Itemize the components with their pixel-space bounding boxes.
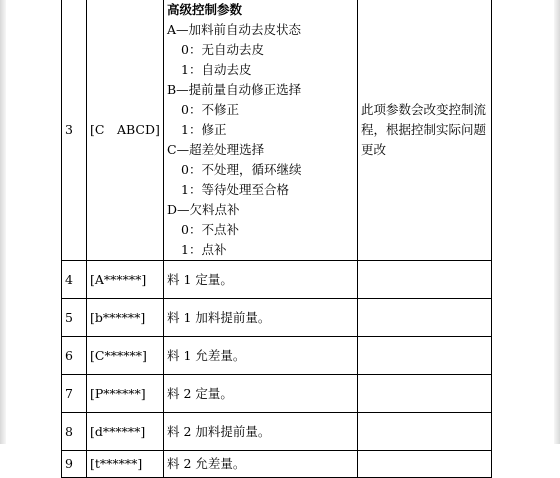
parameter-code: [P******] — [87, 375, 164, 413]
option-b-value-1: 1：修正 — [181, 122, 227, 137]
option-c-value-1: 1：等待处理至合格 — [181, 182, 289, 197]
parameter-description: 料 2 定量。 — [164, 375, 358, 413]
page-edge-right — [554, 0, 560, 444]
table-row — [62, 299, 492, 337]
parameter-note — [358, 375, 492, 413]
parameter-code: [A******] — [87, 261, 164, 299]
row-number: 5 — [62, 299, 87, 337]
parameter-description — [164, 0, 358, 261]
parameter-description: 料 2 加料提前量。 — [164, 413, 358, 451]
parameter-description: 料 1 允差量。 — [164, 337, 358, 375]
option-a-heading: A—加料前自动去皮状态 — [167, 22, 302, 37]
parameter-code: [b******] — [87, 299, 164, 337]
option-d-value-1: 1：点补 — [181, 242, 227, 257]
parameter-code: [d******] — [87, 413, 164, 451]
parameter-note — [358, 413, 492, 451]
option-b-heading: B—提前量自动修正选择 — [167, 82, 302, 97]
row-number: 6 — [62, 337, 87, 375]
row-number: 7 — [62, 375, 87, 413]
row-number: 9 — [62, 451, 87, 478]
option-c-value-0: 0：不处理，循环继续 — [181, 162, 302, 177]
option-c-heading: C—超差处理选择 — [167, 142, 265, 157]
table-row — [62, 375, 492, 413]
table-row — [62, 0, 492, 261]
table-row — [62, 413, 492, 451]
table-row — [62, 337, 492, 375]
row-number: 8 — [62, 413, 87, 451]
parameter-description: 料 2 允差量。 — [164, 451, 358, 478]
parameter-table — [61, 0, 492, 478]
parameter-note — [358, 299, 492, 337]
option-a-value-1: 1：自动去皮 — [181, 62, 252, 77]
parameter-note — [358, 451, 492, 478]
parameter-description: 料 1 加料提前量。 — [164, 299, 358, 337]
parameter-code: [C******] — [87, 337, 164, 375]
parameter-note — [358, 261, 492, 299]
page-edge-left — [0, 0, 6, 444]
row-number: 4 — [62, 261, 87, 299]
parameter-note — [358, 337, 492, 375]
parameter-note: 此项参数会改变控制流程，根据控制实际问题更改 — [358, 0, 492, 261]
table-row — [62, 451, 492, 478]
row-number: 3 — [62, 0, 87, 261]
option-a-value-0: 0：无自动去皮 — [181, 42, 264, 57]
table-row — [62, 261, 492, 299]
parameter-description: 料 1 定量。 — [164, 261, 358, 299]
advanced-params-title: 高级控制参数 — [167, 2, 243, 17]
parameter-code: [t******] — [87, 451, 164, 478]
option-b-value-0: 0：不修正 — [181, 102, 239, 117]
parameter-code: [C ABCD] — [87, 0, 164, 261]
option-d-heading: D—欠料点补 — [167, 202, 240, 217]
option-d-value-0: 0：不点补 — [181, 222, 239, 237]
